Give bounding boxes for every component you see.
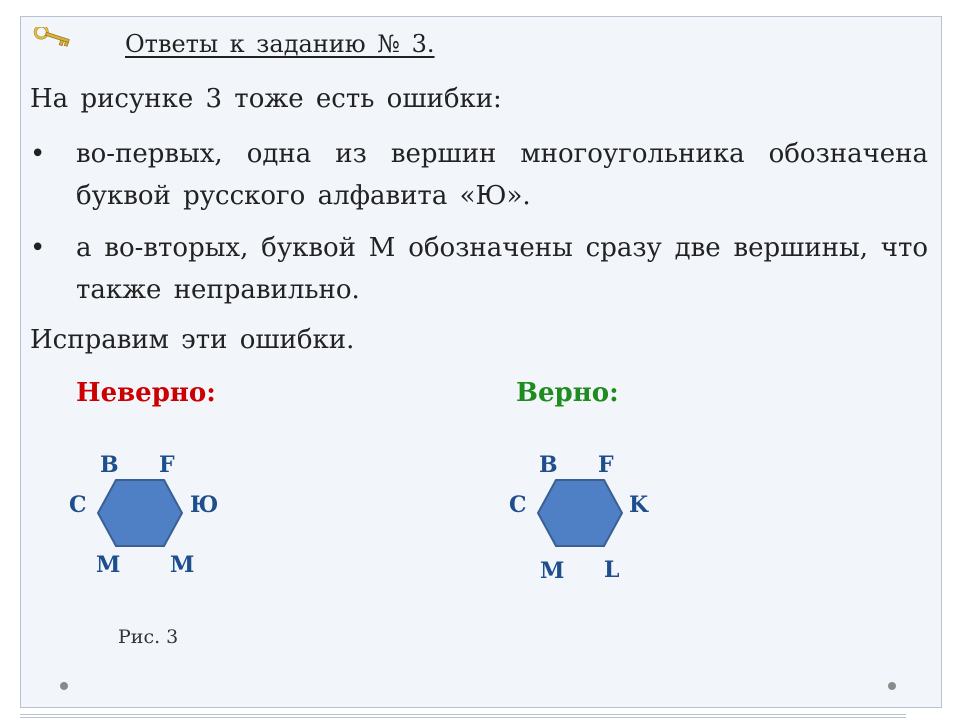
wrong-label: Неверно: xyxy=(76,378,216,408)
right-vertex-top-right: F xyxy=(598,452,614,478)
wrong-vertex-left: C xyxy=(69,492,87,518)
right-label: Верно: xyxy=(516,378,619,408)
bullet-text-1: во-первых, одна из вершин многоугольника обозначена буквой русского алфавита «Ю». xyxy=(76,139,928,211)
intro-text: На рисунке 3 тоже есть ошибки: xyxy=(30,84,502,114)
corner-dot-right xyxy=(888,682,896,690)
frame-bottom-line xyxy=(20,714,906,718)
right-hexagon xyxy=(536,478,624,548)
wrong-vertex-top-right: F xyxy=(159,452,175,478)
bullet-item-1 xyxy=(30,133,930,217)
wrong-hexagon xyxy=(96,478,184,548)
bullet-marker: • xyxy=(30,233,46,263)
wrong-vertex-bottom-left: M xyxy=(96,552,121,578)
bullet-item-2 xyxy=(30,227,930,311)
page-title: Ответы к заданию № 3. xyxy=(125,30,435,58)
right-vertex-top-left: B xyxy=(539,452,558,478)
conclusion-text: Исправим эти ошибки. xyxy=(30,325,355,355)
figure-caption: Рис. 3 xyxy=(118,626,179,648)
corner-dot-left xyxy=(60,682,68,690)
key-icon xyxy=(32,27,74,49)
right-vertex-right: K xyxy=(629,492,649,518)
slide-frame xyxy=(20,16,942,708)
right-vertex-left: C xyxy=(509,492,527,518)
wrong-vertex-top-left: B xyxy=(100,452,119,478)
bullet-marker: • xyxy=(30,139,46,169)
right-vertex-bottom-right: L xyxy=(604,557,620,583)
wrong-vertex-bottom-right: M xyxy=(170,552,195,578)
right-vertex-bottom-left: M xyxy=(540,558,565,584)
wrong-vertex-right: Ю xyxy=(190,492,219,518)
bullet-text-2: а во-вторых, буквой М обозначены сразу две вершины, что также неправильно. xyxy=(76,233,928,305)
